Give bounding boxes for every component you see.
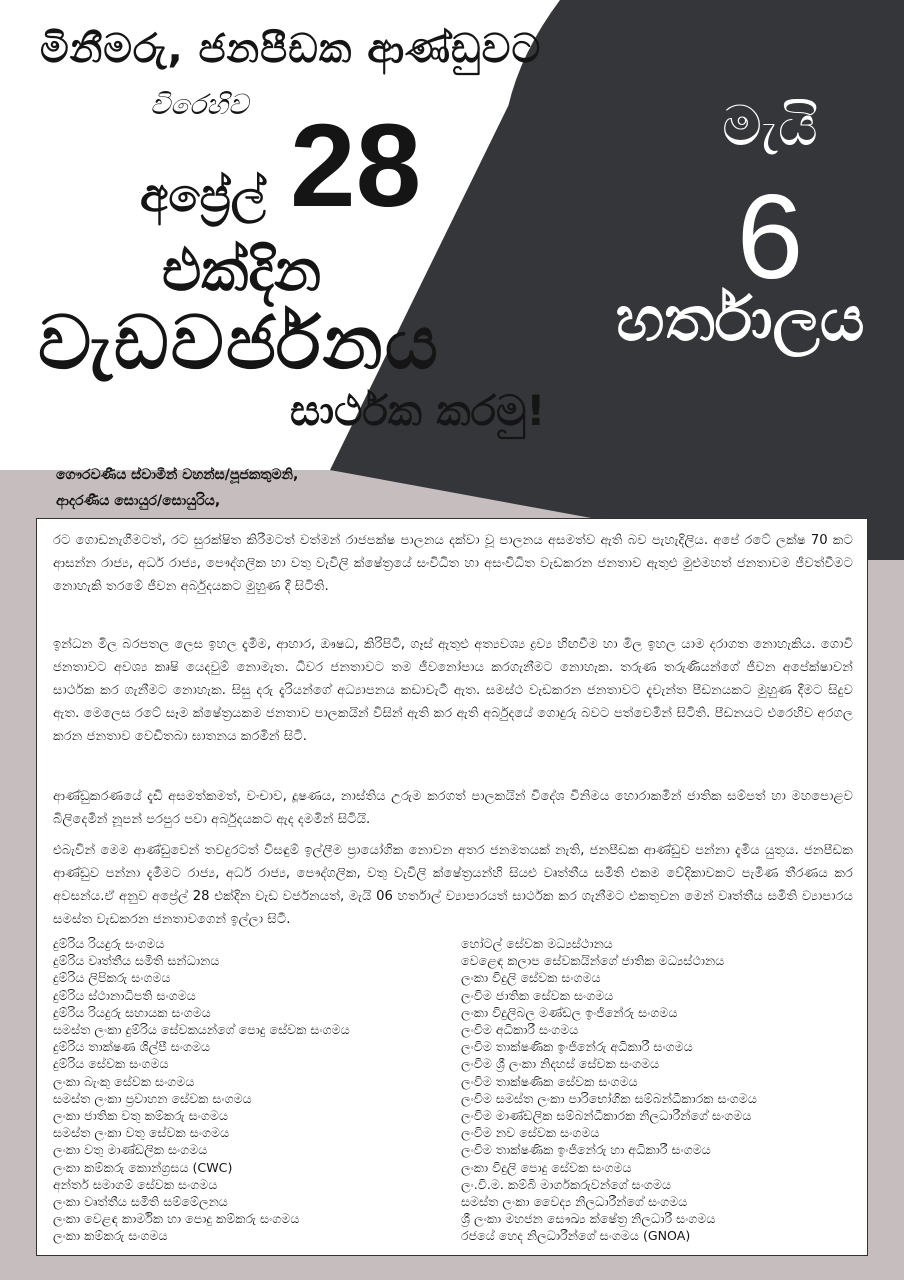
headline-line-1: මිනීමරු, ජනපීඩක ආණ්ඩුවට: [40, 26, 542, 72]
union-list-item: ලංකා විදුලිබල මණ්ඩල ඉංජිනේරු සංගමය: [461, 1004, 678, 1020]
union-list-item: ලංකා වතු මාණ්ඩලික සංගමය: [53, 1142, 208, 1158]
union-list-item: ලංවිම ජාතික සේවක සංගමය: [461, 987, 614, 1003]
union-list-item: ලංවිම ශ්‍රී ලංකා නිදහස් සේවක සංගමය: [461, 1056, 660, 1072]
union-list-item: ලංවිම තාක්ෂණික ඉංජිනේරු හා අධිකාරී සංගමය: [461, 1142, 711, 1158]
union-list-item: ලංකා ජාතික වතු කම්කරු සංගමය: [53, 1108, 228, 1124]
letter-panel: [36, 518, 868, 1256]
headline-block: [0, 0, 620, 470]
union-list-item: සමස්ත ලංකා වෛද්‍ය නිලධාරීන්ගේ සංගමය: [461, 1194, 688, 1210]
headline-april: අප්‍රේල්: [140, 168, 266, 222]
union-list-item: ලංකා විදුලි පොදු සේවක සංගමය: [461, 1159, 632, 1175]
union-list-item: ලංකා වෙළඳ කාර්මික හා පොදු කම්කරු සංගමය: [53, 1211, 300, 1227]
union-list-item: අන්තර් සමාගම් සේවක සංගමය: [53, 1176, 218, 1192]
union-list-item: ලං.වි.ම. කම්බි මාර්ගකරුවන්ගේ සංගමය: [461, 1176, 672, 1192]
union-list-item: වෙළෙඳ කලාප සේවකයින්ගේ ජාතික මධ්‍යස්ථානය: [461, 953, 725, 969]
union-list-item: ලංවිම මාණ්ඩලික සම්බන්ධීකාරක නිලධාරීන්ගේ සංගමය: [461, 1108, 752, 1124]
union-list-item: රජයේ හෙද නිලධාරීන්ගේ සංගමය (GNOA): [461, 1228, 691, 1244]
union-list-item: සමස්ත ලංකා ප්‍රවාහන සේවක සංගමය: [53, 1090, 252, 1106]
union-list-item: දුම්රිය ස්ථානාධිපති සංගමය: [53, 987, 196, 1003]
paragraph-2: ඉන්ධන මිල බරපතල ලෙස ඉහල දැමීම, ආහාර, ඖෂධ, කිරිපිටි, ගෑස් ඇතුළු අත්‍යවශ්‍ය ද්‍රව්‍ය හිඟවීම හා මිල ඉහල යාම දරාගත නොහැකිය. ගොවි ජනතාවට අවශ්‍ය කෘෂි යෙදවුම් නොමැත. ධීවර ජනතාවට තම ජීවනෝපාය කරගැනීමට නොහැක. තරුණ තරුණියන්ගේ ජීවන අපේක්ෂාවන් සාර්ථක කර ගැනීමට නොහැක. සිසු දරු දැරියන්ගේ අධ්‍යාපනය කඩාවැටී ඇත. සමස්ථ වැඩකරන ජනතාවට දැවැන්ත පීඩනයකට මුහුණ දීමට සිදුව ඇත. මෙලෙස රටේ සෑම ක්ෂේත්‍රයකම ජනතාව පාලකයින් විසින් ඇති කර ඇති අර්බුදයේ ගොදුරු බවට පත්වෙමින් සිටිති. පීඩනයට එරෙහිව අරගල කරන ජනතාව වෙඩිතබා ඝාතනය කරමින් සිටී.: [53, 637, 853, 744]
hartal-day: 6: [736, 170, 804, 304]
union-list-item: ලංකා විදුලි සේවක සංගමය: [461, 970, 601, 986]
union-list-item: ලංවිම අධිකාරී සංගමය: [461, 1022, 579, 1038]
union-list-item: ලංවිම සමස්ත ලංකා පාරිභෝගික සම්බන්ධීකාරක සංගමය: [461, 1090, 757, 1106]
union-list-item: ලංකා කම්කරු කොන්ග්‍රසය (CWC): [53, 1159, 233, 1175]
headline-strike: වැඩවර්ජනය: [38, 300, 440, 386]
salutation: [56, 462, 298, 514]
union-list-item: හෝටල් සේවක මධ්‍යස්ථානය: [461, 936, 613, 951]
union-list-item: දුම්රිය ලිපිකරු සංගමය: [53, 970, 171, 986]
headline-one-day: එක්දින: [162, 236, 322, 304]
headline-line-2: විරෙහිව: [150, 88, 249, 121]
union-list-item: ශ්‍රී ලංකා මහජන සෞඛ්‍ය ක්ෂේත්‍ර නිලධාරී සංගමය: [461, 1211, 716, 1227]
union-list-left: [53, 935, 453, 1245]
union-list-item: ලංකා වෘත්තීය සමිති සම්මේලනය: [53, 1194, 228, 1210]
union-list-item: ලංවිම නව සේවක සංගමය: [461, 1125, 600, 1141]
union-list-item: දුම්රිය වෘත්තීය සමිති සන්ධානය: [53, 953, 220, 969]
union-list-item: සමස්ත ලංකා වතු සේවක සංගමය: [53, 1125, 230, 1141]
union-list-item: දුම්රිය රියදුරු සංගමය: [53, 936, 165, 951]
union-list-item: දුම්රිය රියදුරු සහායක සංගමය: [53, 1004, 211, 1020]
union-list-item: ලංවිම තාක්ෂණික සේවක සංගමය: [461, 1073, 638, 1089]
salutation-line-2: ආදරණීය සොයුර/සොයුරිය,: [56, 493, 221, 509]
union-list-item: ලංවිම තාක්ෂණික ඉංජිනේරු අධිකාරී සංගමය: [461, 1039, 693, 1055]
paragraph-4: එබැවින් මෙම ආණ්ඩුවෙන් තවදුරටත් විසඳුම් ඉල්ලීම ප්‍රායෝගික නොවන අතර ජනමතයක් නැති, ජනපීඩක ආණ්ඩුව පන්නා දැමිය යුතුය. ජනපීඩක ආණ්ඩුව පන්නා දැමීමට රාජ්‍ය, අර්ධ රාජ්‍ය, පෞද්ගලික, වතු වැවිලි ක්ෂේත්‍රයන්හි සියළු වෘත්තීය සමිති එකම වේදිකාවකට පැමිණ තීරණය කර අවසන්ය.ඒ අනුව අප්‍රේල් 28 එක්දින වැඩ වර්ජනයත්, මැයි 06 හර්තාල් ව්‍යාපාරයත් සාර්ථක කර ගැනීමට එකතුවන මෙන් වෘත්තීය සමිති ව්‍යාපාරය සමස්ත වැඩකරන ජනතාවගෙන් ඉල්ලා සිටී.: [53, 843, 853, 927]
salutation-line-1: ගෞරවණීය ස්වාමීන් වහන්ස/පූජකතුමනි,: [56, 467, 299, 483]
union-list-item: ලංකා කම්කරු සංගමය: [53, 1228, 168, 1244]
headline-day-28: 28: [290, 100, 422, 232]
hartal-month: මැයි: [721, 94, 819, 159]
union-list-item: දුම්රිය සේවක සංගමය: [53, 1056, 169, 1072]
union-list-item: ලංකා බැංකු සේවක සංගමය: [53, 1073, 195, 1089]
union-list-item: දුම්රිය තාක්ෂණ ශිල්පී සංගමය: [53, 1039, 211, 1055]
union-list-right: [461, 935, 861, 1245]
paragraph-1: රට ගොඩනැගීමටත්, රට සුරක්ෂිත කිරීමටත් වත්මන් රාජපක්ෂ පාලනය දක්වා වූ පාලනය අසමත්ව ඇති බව පැහැදිලිය. අපේ රටේ ලක්ෂ 70 කට ආසන්න රාජ්‍ය, අර්ධ රාජ්‍ය, පෞද්ගලික හා වතු වැවිලි ක්ෂේත්‍රයේ සංවිධිත හා අසංවිධිත වැඩකරන ජනතාව ඇතුළු මුළුමහත් ජනතාවම ජීවත්වීමට නොහැකි තරමේ ජීවන අර්බුදයකට මුහුණ දී සිටිති.: [53, 533, 853, 594]
union-list-item: සමස්ත ලංකා දුම්රිය සේවකයන්ගේ පොදු සේවක සංගමය: [53, 1022, 350, 1038]
hartal-label: හර්තාලය: [615, 282, 865, 355]
paragraph-3: ආණ්ඩුකරණයේ දැඩි අසමත්කමත්, වංචාව, දූෂණය, නාස්තිය උරුම කරගත් පාලකයින් විදේශ විනිමය හොරාකමින් ජාතික සම්පත් හා මහපොළව බිලිදෙමින් නූපන් පරපුර පවා අර්බුදයකට ඇද දමමින් සිටියි.: [53, 789, 853, 827]
headline-success: සාර්ථක කරමු!: [290, 386, 546, 435]
